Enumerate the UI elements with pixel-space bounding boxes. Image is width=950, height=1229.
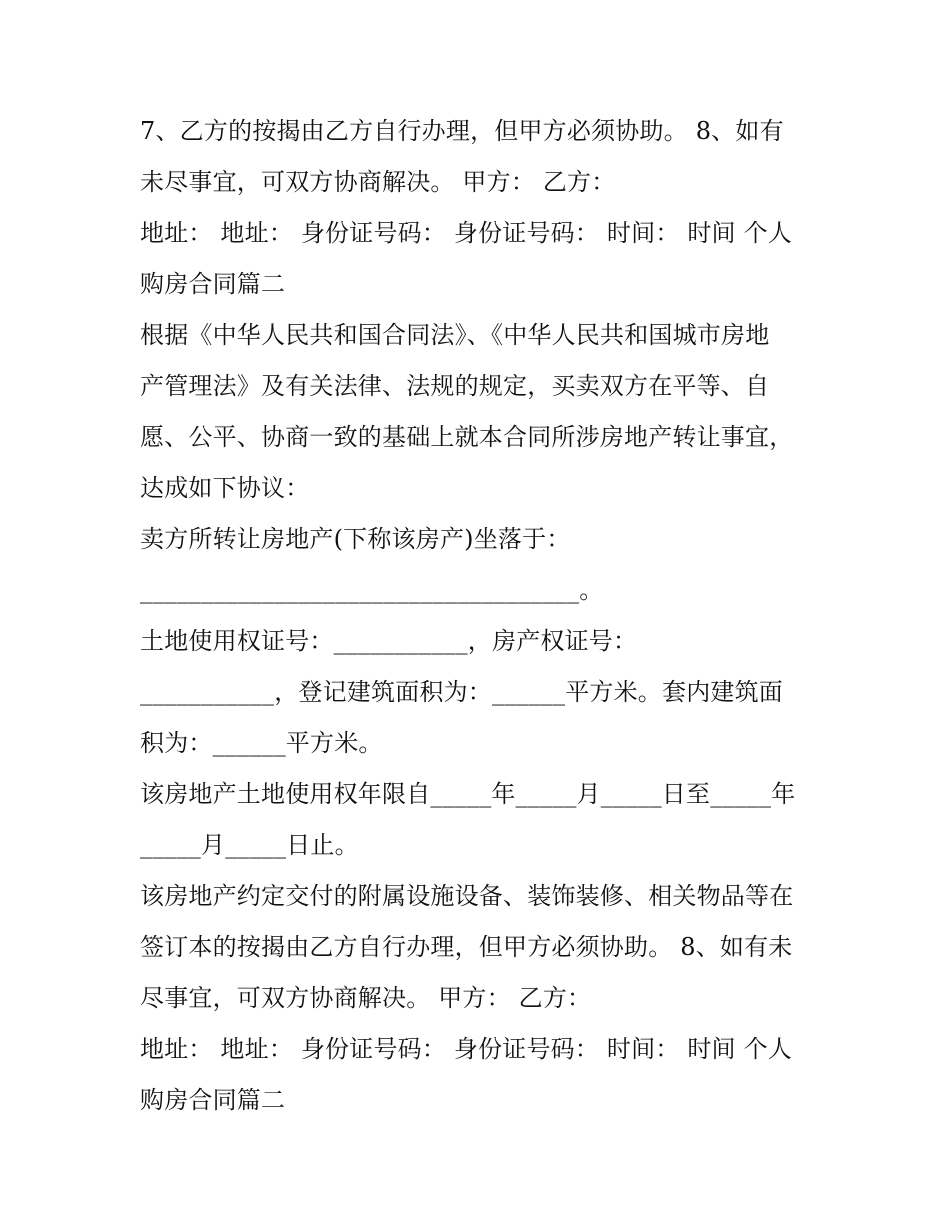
text-line-14: 该房地产土地使用权年限自_____年_____月_____日至_____年 bbox=[140, 780, 796, 808]
text-line-17: 签订本的按揭由乙方自行办理，但甲方必须协助。 8、如有未 bbox=[140, 933, 793, 961]
text-line-11: 土地使用权证号：___________，房产权证号： bbox=[140, 627, 638, 655]
text-line-7: 愿、公平、协商一致的基础上就本合同所涉房地产转让事宜， bbox=[140, 423, 794, 451]
text-line-9: 卖方所转让房地产(下称该房产)坐落于： bbox=[140, 525, 571, 553]
document-body bbox=[140, 106, 820, 1126]
text-line-19: 地址： 地址： 身份证号码： 身份证号码： 时间： 时间 个人 bbox=[140, 1035, 792, 1063]
text-line-5: 根据《中华人民共和国合同法》、《中华人民共和国城市房地 bbox=[140, 321, 770, 349]
text-line-10: ____________________________________。 bbox=[140, 576, 604, 604]
text-line-3: 地址： 地址： 身份证号码： 身份证号码： 时间： 时间 个人 bbox=[140, 219, 792, 247]
text-line-8: 达成如下协议： bbox=[140, 474, 310, 502]
text-line-15: _____月_____日止。 bbox=[140, 831, 359, 859]
text-line-12: ___________，登记建筑面积为：______平方米。套内建筑面 bbox=[140, 678, 783, 706]
text-line-20: 购房合同篇二 bbox=[140, 1086, 286, 1114]
text-line-1: 7、乙方的按揭由乙方自行办理，但甲方必须协助。 8、如有 bbox=[140, 117, 784, 145]
text-line-2: 未尽事宜，可双方协商解决。 甲方： 乙方： bbox=[140, 168, 616, 196]
text-line-18: 尽事宜，可双方协商解决。 甲方： 乙方： bbox=[140, 984, 592, 1012]
text-line-4: 购房合同篇二 bbox=[140, 270, 286, 298]
text-line-16: 该房地产约定交付的附属设施设备、装饰装修、相关物品等在 bbox=[140, 882, 794, 910]
text-line-13: 积为：______平方米。 bbox=[140, 729, 383, 757]
text-line-6: 产管理法》及有关法律、法规的规定，买卖双方在平等、自 bbox=[140, 372, 770, 400]
